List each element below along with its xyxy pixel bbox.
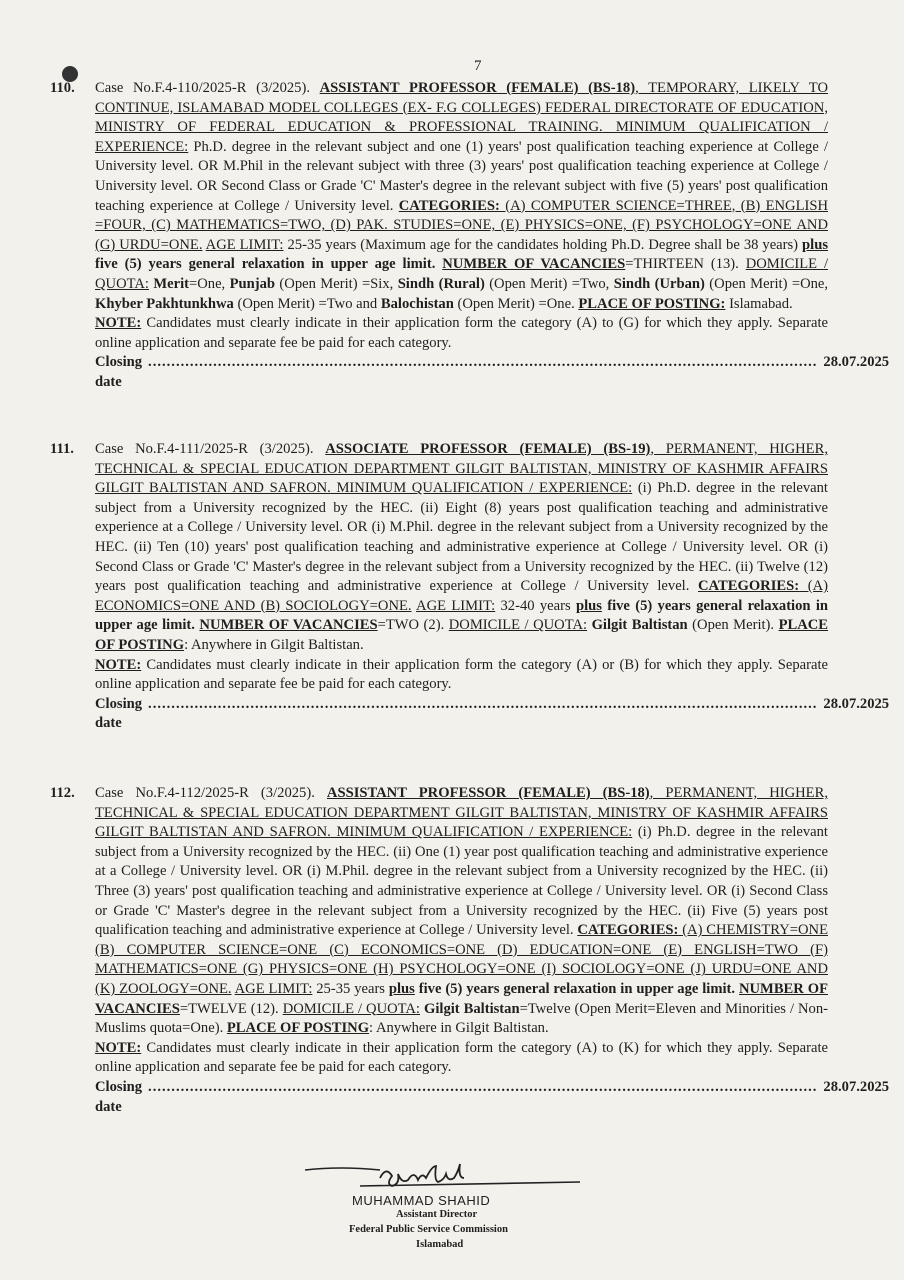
- posting-label: PLACE OF POSTING: [95, 617, 829, 653]
- vacancies-text: =TWO (2).: [377, 617, 445, 634]
- qualification-label: MINIMUM QUALIFICATION / EXPERIENCE:: [330, 480, 633, 497]
- closing-date-label: Closing date: [95, 695, 143, 732]
- case-number: Case No.F.4-110/2025-R (3/2025).: [95, 80, 320, 96]
- closing-date-value: 28.07.2025: [823, 695, 890, 712]
- domicile-count: (Open Merit) =Two,: [484, 275, 614, 292]
- vacancies-text: =TWELVE (12).: [179, 1000, 279, 1017]
- vacancies-label: NUMBER OF VACANCIES: [95, 980, 828, 1017]
- posting-text: : Anywhere in Gilgit Baltistan.: [369, 1020, 549, 1037]
- item-number: 110.: [50, 80, 75, 96]
- note-text: Candidates must clearly indicate in their application form the category (A) to (K) for which they apply. Separate online application and separate fee be paid for each category.: [95, 1039, 828, 1076]
- note-label: NOTE:: [95, 315, 142, 332]
- domicile-count: (Open Merit) =One.: [453, 295, 579, 312]
- closing-date-row: [95, 353, 890, 392]
- leader-dots: ................................................................................................................................................: [148, 695, 818, 712]
- closing-date-value: 28.07.2025: [823, 354, 890, 371]
- domicile-count: (Open Merit) =One,: [704, 275, 829, 292]
- domicile-count: (Open Merit).: [687, 617, 779, 634]
- leader-dots: ................................................................................................................................................: [148, 1078, 818, 1095]
- item-description: [95, 79, 828, 314]
- domicile-count: (Open Merit) =Two and: [233, 295, 381, 312]
- post-title: ASSISTANT PROFESSOR (FEMALE) (BS-18): [319, 80, 636, 96]
- department: , TEMPORARY, LIKELY TO CONTINUE, ISLAMABAD MODEL COLLEGES (EX- F.G COLLEGES) FEDERAL DIRECTORATE OF EDUCATION, MINISTRY OF FEDERAL EDUCATION & PROFESSIONAL TRAINING.: [95, 80, 828, 136]
- posting-label: PLACE OF POSTING:: [578, 295, 726, 312]
- categories-text: (A) CHEMISTRY=ONE (B) COMPUTER SCIENCE=ONE (C) ECONOMICS=ONE (D) EDUCATION=ONE (E) ENGLISH=TWO (F) MATHEMATICS=ONE (G) PHYSICS=ONE (H) PSYCHOLOGY=ONE (I) SOCIOLOGY=ONE (J) URDU=ONE AND (K) ZOOLOGY=ONE.: [95, 922, 828, 997]
- item-description: [95, 784, 828, 1039]
- note: [95, 656, 828, 695]
- signatory-designation: Assistant Director: [396, 1209, 478, 1220]
- closing-date-value: 28.07.2025: [823, 1078, 890, 1095]
- note-text: Candidates must clearly indicate in their application form the category (A) to (G) for which they apply. Separate online application and separate fee be paid for each category.: [95, 315, 828, 351]
- age-limit-label: AGE LIMIT:: [416, 597, 496, 614]
- domicile-count: =One,: [189, 275, 230, 292]
- post-title: ASSISTANT PROFESSOR (FEMALE) (BS-18): [326, 785, 650, 801]
- relaxation-text: five (5) years general relaxation in upper age limit.: [414, 980, 736, 997]
- case-number: Case No.F.4-112/2025-R (3/2025).: [95, 785, 327, 801]
- qualification-text: Ph.D. degree in the relevant subject and one (1) years' post qualification teaching experience at College / University level. OR M.Phil in the relevant subject with three (3) years' post qualification teaching experience at College / University level. OR Second Class or Grade 'C' Master's degree in the relevant subject with five (5) years' post qualification teaching experience at College / University level.: [95, 138, 828, 214]
- domicile-region: Balochistan: [380, 295, 454, 312]
- posting-label: PLACE OF POSTING: [226, 1020, 370, 1037]
- domicile-count: (Open Merit) =Six,: [275, 275, 398, 292]
- item-description: [95, 440, 828, 656]
- closing-date-row: [95, 695, 890, 734]
- vacancies-text: =THIRTEEN (13).: [625, 256, 739, 273]
- qualification-label: MINIMUM QUALIFICATION / EXPERIENCE:: [330, 824, 633, 841]
- leader-dots: ................................................................................................................................................: [148, 354, 818, 371]
- department: , PERMANENT, HIGHER, TECHNICAL & SPECIAL EDUCATION DEPARTMENT GILGIT BALTISTAN, MINISTRY OF KASHMIR AFFAIRS GILGIT BALTISTAN AND SAFRON.: [95, 441, 828, 497]
- closing-date-label: Closing date: [95, 1078, 143, 1115]
- categories-text: (A) ECONOMICS=ONE AND (B) SOCIOLOGY=ONE.: [95, 578, 828, 614]
- categories-label: CATEGORIES:: [577, 922, 679, 939]
- domicile-region: Sindh (Urban): [613, 275, 705, 292]
- age-limit-label: AGE LIMIT:: [234, 980, 313, 997]
- domicile-region: Merit: [153, 275, 190, 292]
- closing-date-row: [95, 1078, 890, 1117]
- signatory-office: Federal Public Service Commission: [349, 1224, 508, 1235]
- note: [95, 1039, 828, 1078]
- qualification-label: MINIMUM QUALIFICATION / EXPERIENCE:: [95, 119, 828, 155]
- categories-label: CATEGORIES:: [698, 578, 800, 595]
- note-label: NOTE:: [95, 1039, 142, 1056]
- domicile-count: =Twelve (Open Merit=Eleven and Minorities / Non-Muslims quota=One).: [95, 1000, 828, 1037]
- domicile-region: Punjab: [229, 275, 276, 292]
- signatory-city: Islamabad: [416, 1239, 464, 1250]
- signature-scribble-icon: [300, 1158, 590, 1198]
- relaxation-text: five (5) years general relaxation in upper age limit.: [95, 597, 829, 634]
- relaxation-text: five (5) years general relaxation in upper age limit.: [95, 256, 436, 273]
- domicile-region: Gilgit Baltistan: [591, 617, 688, 634]
- case-number: Case No.F.4-111/2025-R (3/2025).: [95, 441, 326, 457]
- categories-text: (A) COMPUTER SCIENCE=THREE, (B) ENGLISH =FOUR, (C) MATHEMATICS=TWO, (D) PAK. STUDIES=ONE, (E) PHYSICS=ONE, (F) PSYCHOLOGY=ONE AND (G) URDU=ONE.: [95, 197, 828, 253]
- note-text: Candidates must clearly indicate in their application form the category (A) or (B) for which they apply. Separate online application and separate fee be paid for each category.: [95, 656, 828, 693]
- signatory-name: MUHAMMAD SHAHID: [352, 1193, 491, 1208]
- posting-text: Islamabad.: [725, 295, 793, 312]
- plus-word: plus: [802, 236, 829, 253]
- domicile-region: Gilgit Baltistan: [423, 1000, 520, 1017]
- qualification-text: (i) Ph.D. degree in the relevant subject from a University recognized by the HEC. (ii) Eight (8) years post qualification teaching and administrative experience at a College / University level. OR (i) M.Phil. degree in the relevant subject from a University recognized by the HEC. (ii) Ten (10) years' post qualification teaching and administrative experience at College / University level. OR (i) Second Class or Grade 'C' Master's degree in the relevant subject from a University recognized by the HEC. (ii) Twelve (12) years post qualification teaching and administrative experience at College / University level.: [95, 480, 828, 595]
- note-label: NOTE:: [95, 656, 142, 673]
- closing-date-label: Closing date: [95, 354, 143, 390]
- categories-label: CATEGORIES:: [398, 197, 500, 214]
- plus-word: plus: [388, 980, 415, 997]
- domicile-label: DOMICILE / QUOTA:: [448, 617, 588, 634]
- vacancy-item-111: [50, 440, 890, 734]
- item-number: 112.: [50, 785, 75, 801]
- plus-word: plus: [575, 597, 602, 614]
- age-limit-text: 25-35 years: [312, 980, 389, 997]
- vacancies-label: NUMBER OF VACANCIES: [442, 256, 626, 273]
- age-limit-label: AGE LIMIT:: [205, 236, 284, 253]
- domicile-region: Sindh (Rural): [397, 275, 485, 292]
- vacancy-item-112: [50, 784, 890, 1117]
- qualification-text: (i) Ph.D. degree in the relevant subject from a University recognized by the HEC. (ii) One (1) year post qualification teaching and administrative experience at a College / University level. OR (i) M.Phil. degree in the relevant subject from a University recognized by the HEC. (ii) Three (3) years' post qualification teaching and administrative experience at College / University level. OR (i) Second Class or Grade 'C' Master's degree in the relevant subject from a University recognized by the HEC. (ii) Five (5) years post qualification teaching and administrative experience at College / University level.: [95, 824, 828, 939]
- vacancy-item-110: [50, 79, 890, 393]
- age-limit-text: 25-35 years (Maximum age for the candidates holding Ph.D. Degree shall be 38 years): [283, 236, 803, 253]
- department: , PERMANENT, HIGHER, TECHNICAL & SPECIAL EDUCATION DEPARTMENT GILGIT BALTISTAN, MINISTRY OF KASHMIR AFFAIRS GILGIT BALTISTAN AND SAFRON.: [95, 785, 828, 841]
- domicile-region: Khyber Pakhtunkhwa: [95, 295, 234, 312]
- vacancies-label: NUMBER OF VACANCIES: [199, 617, 378, 634]
- age-limit-text: 32-40 years: [495, 597, 576, 614]
- page-number: 7: [474, 58, 482, 74]
- item-number: 111.: [50, 441, 74, 457]
- domicile-label: DOMICILE / QUOTA:: [95, 256, 829, 292]
- posting-text: : Anywhere in Gilgit Baltistan.: [184, 636, 364, 653]
- post-title: ASSOCIATE PROFESSOR (FEMALE) (BS-19): [325, 441, 651, 457]
- note: [95, 314, 828, 353]
- domicile-label: DOMICILE / QUOTA:: [282, 1000, 420, 1017]
